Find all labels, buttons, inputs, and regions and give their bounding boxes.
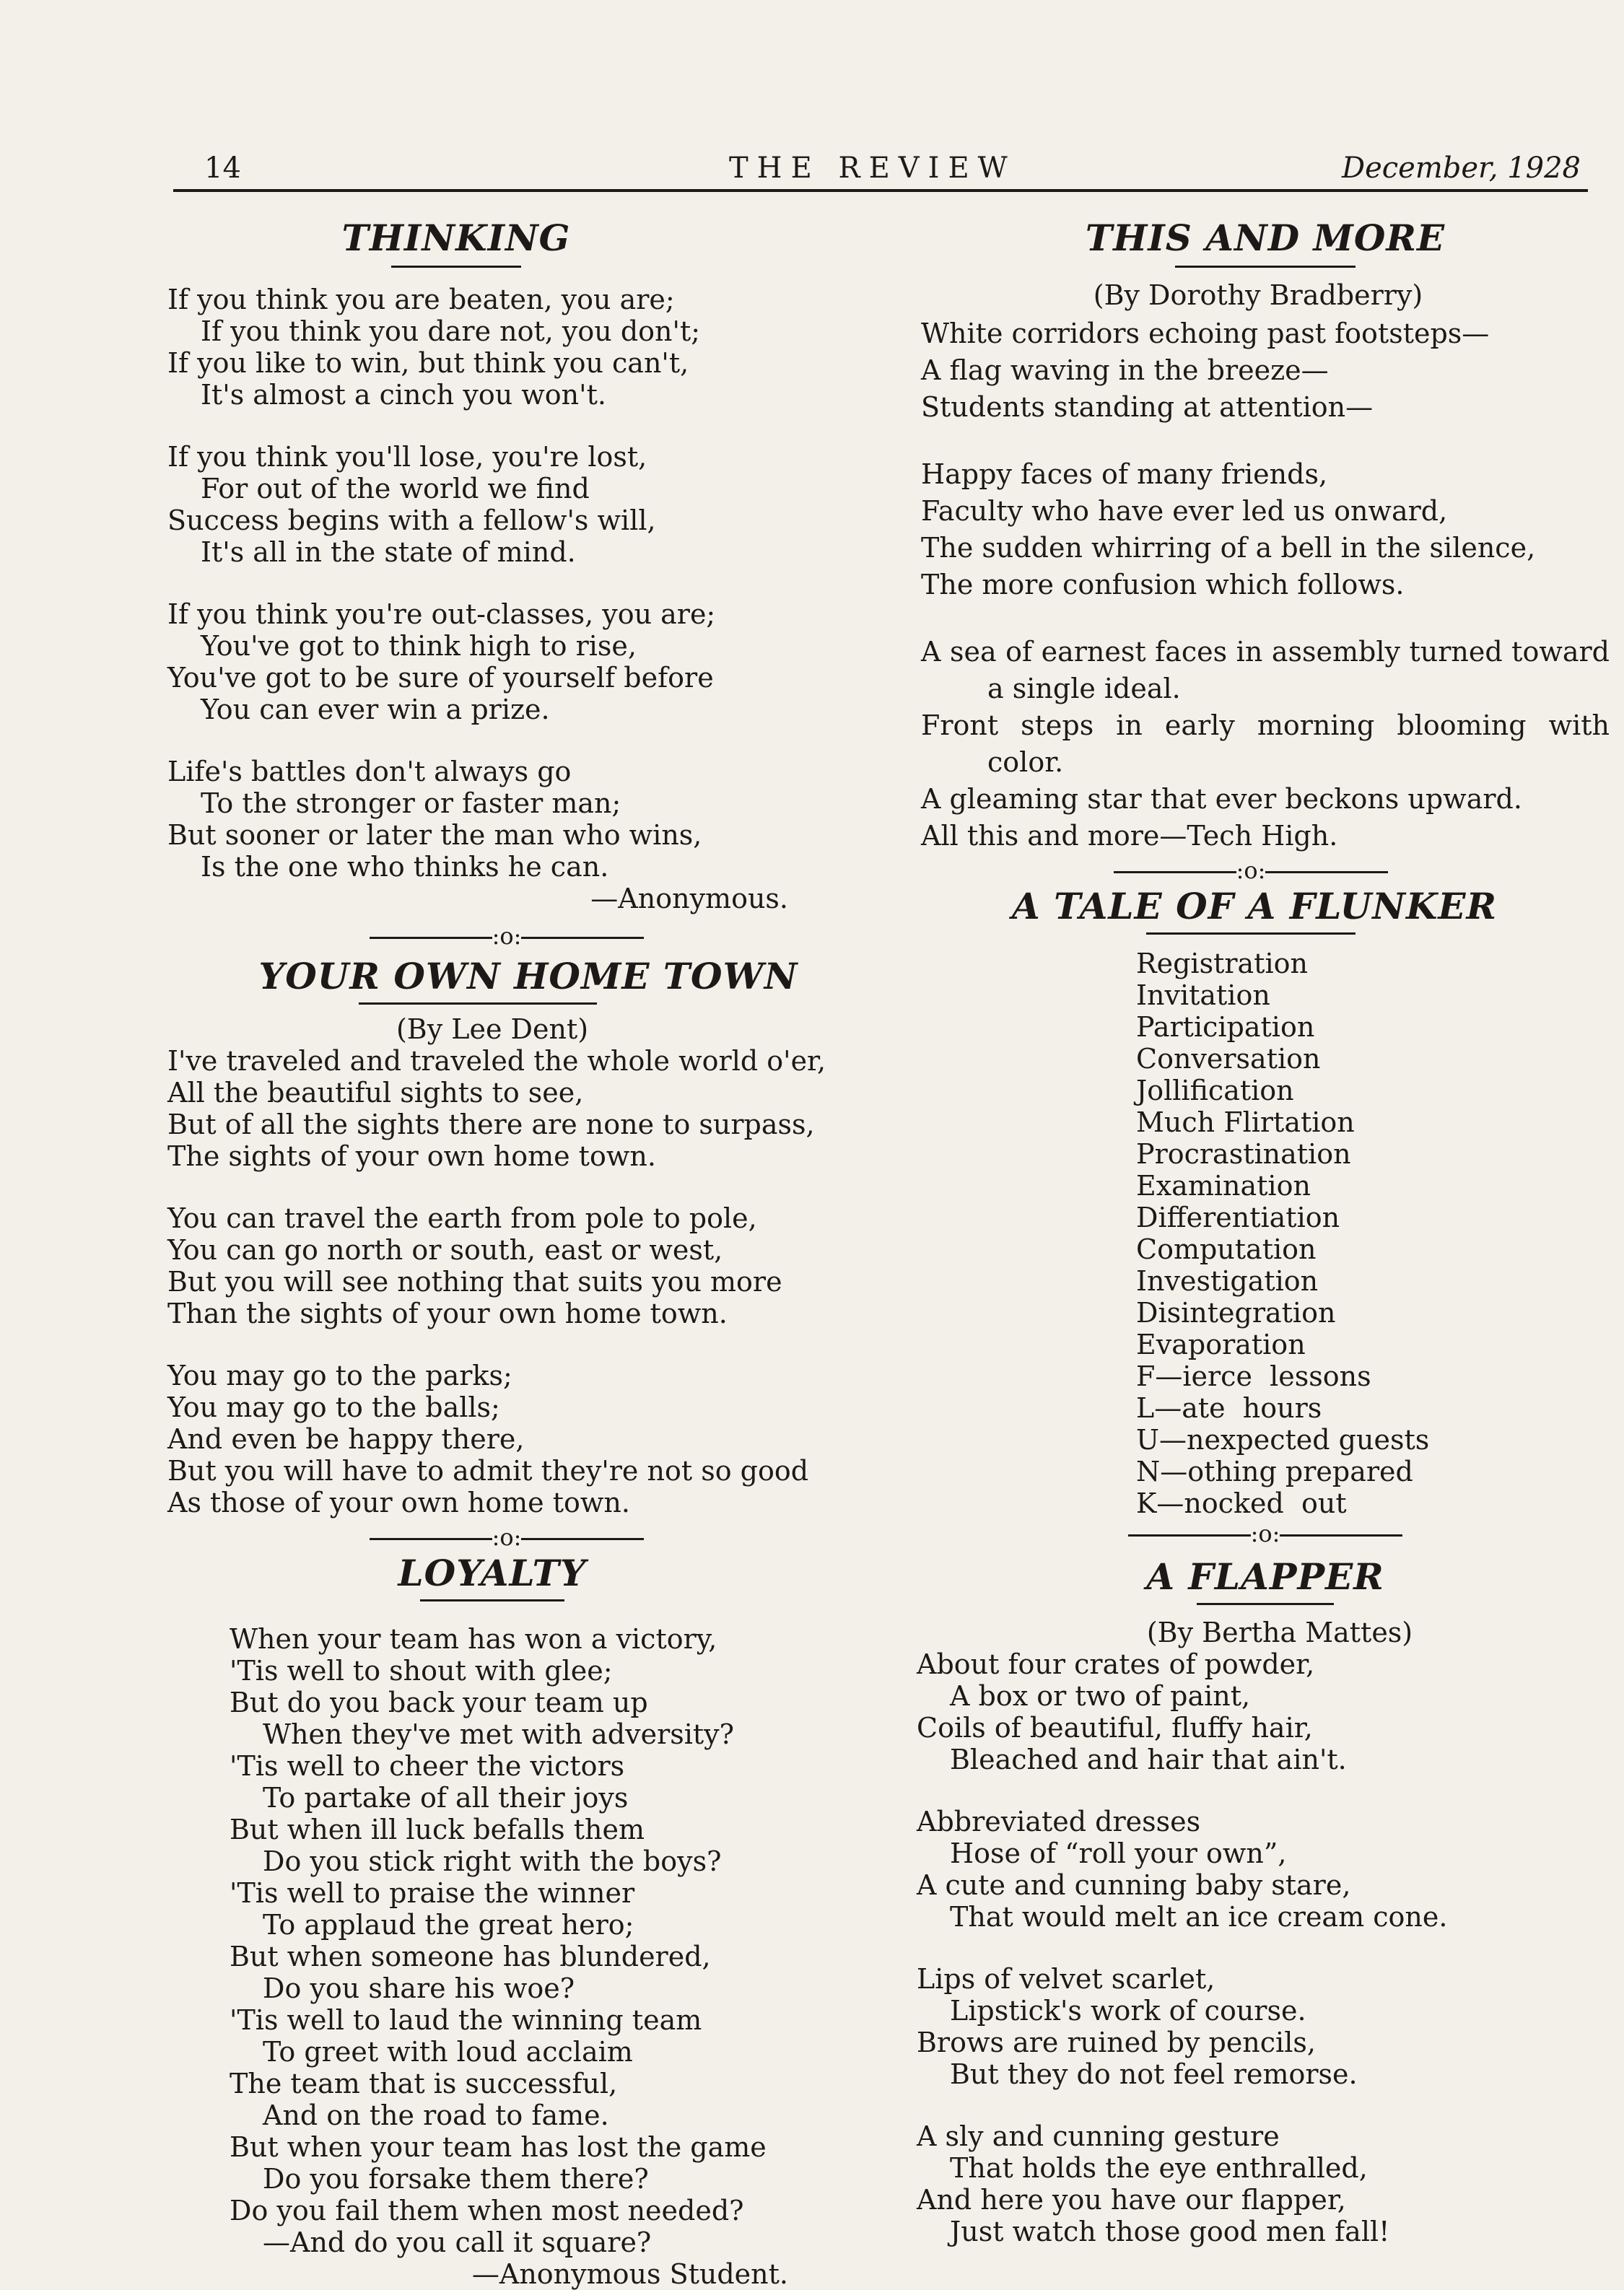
poem-byline: (By Bertha Mattes) bbox=[1146, 1617, 1413, 1648]
issue-date: December, 1928 bbox=[1342, 152, 1581, 185]
poem-line: The more confusion which follows. bbox=[921, 569, 1405, 600]
poem-line: But you will have to admit they're not so good bbox=[167, 1455, 809, 1487]
poem-line: Just watch those good men fall! bbox=[950, 2216, 1390, 2247]
poem-line: N—othing prepared bbox=[1136, 1456, 1413, 1487]
poem-line: Do you fail them when most needed? bbox=[230, 2195, 744, 2226]
poem-line: Invitation bbox=[1136, 979, 1270, 1011]
poem-title: THIS AND MORE bbox=[1085, 217, 1446, 259]
poem-line: Conversation bbox=[1136, 1043, 1321, 1075]
poem-line: Lips of velvet scarlet, bbox=[917, 1963, 1215, 1995]
stanza bbox=[917, 1648, 1610, 1775]
poem-line: The sudden whirring of a bell in the silence, bbox=[921, 532, 1536, 564]
poem-line: When they've met with adversity? bbox=[263, 1718, 734, 1750]
title-underline bbox=[391, 266, 521, 268]
poem-line: Front steps in early morning blooming with color. bbox=[921, 709, 1610, 778]
poem-line: But when ill luck befalls them bbox=[230, 1814, 645, 1845]
separator-bar bbox=[370, 937, 492, 939]
title-underline bbox=[1146, 932, 1355, 935]
poem-byline: (By Lee Dent) bbox=[396, 1013, 589, 1045]
poem-attribution: —Anonymous Student. bbox=[471, 2258, 788, 2290]
poem-line: It's almost a cinch you won't. bbox=[201, 379, 606, 411]
poem-line: Computation bbox=[1136, 1233, 1317, 1265]
separator-bar bbox=[1114, 871, 1236, 873]
stanza bbox=[917, 1963, 1610, 2090]
separator-mark: :o: bbox=[1250, 1520, 1280, 1547]
poem-line: Differentiation bbox=[1136, 1202, 1340, 1233]
separator-mark: :o: bbox=[1236, 857, 1266, 884]
poem-line: Jollification bbox=[1136, 1075, 1294, 1106]
poem-line: Is the one who thinks he can. bbox=[201, 851, 609, 883]
stanza bbox=[167, 1360, 809, 1518]
title-underline bbox=[359, 1002, 597, 1005]
stanza bbox=[167, 598, 788, 725]
poem-line: Do you stick right with the boys? bbox=[263, 1845, 722, 1877]
poem-a-flapper bbox=[917, 1555, 1610, 2247]
page-number: 14 bbox=[204, 152, 241, 185]
stanza bbox=[167, 441, 788, 568]
poem-line: Examination bbox=[1136, 1170, 1311, 1202]
poem-line: Disintegration bbox=[1136, 1297, 1336, 1329]
poem-line: It's all in the state of mind. bbox=[201, 536, 576, 568]
flunker-lines bbox=[921, 948, 1610, 1519]
stanza bbox=[167, 756, 788, 883]
poem-line: But when your team has lost the game bbox=[230, 2131, 767, 2163]
poem-line: If you think you'll lose, you're lost, bbox=[167, 441, 647, 473]
poem-line: But do you back your team up bbox=[230, 1687, 648, 1718]
poem-line: For out of the world we find bbox=[201, 473, 590, 504]
separator-bar bbox=[1128, 1534, 1251, 1537]
poem-line: 'Tis well to shout with glee; bbox=[230, 1655, 613, 1687]
poem-line: Abbreviated dresses bbox=[917, 1806, 1201, 1837]
poem-line: You may go to the parks; bbox=[167, 1360, 512, 1391]
poem-line: Do you share his woe? bbox=[263, 1972, 575, 2004]
poem-line: Success begins with a fellow's will, bbox=[167, 504, 656, 536]
poem-line: A cute and cunning baby stare, bbox=[917, 1869, 1351, 1901]
poem-your-own-home-town bbox=[167, 955, 826, 1518]
poem-line: A gleaming star that ever beckons upward. bbox=[921, 783, 1522, 815]
loyalty-lines bbox=[167, 1623, 788, 2290]
poem-line: Hose of “roll your own”, bbox=[950, 1837, 1287, 1869]
right-column bbox=[917, 217, 1610, 2247]
stanza bbox=[917, 1806, 1610, 1933]
poem-line: If you like to win, but think you can't, bbox=[167, 347, 689, 379]
poem-line: Students standing at attention— bbox=[921, 391, 1374, 423]
section-separator bbox=[196, 922, 817, 950]
poem-line: Than the sights of your own home town. bbox=[167, 1298, 728, 1329]
separator-bar bbox=[370, 1538, 492, 1540]
separator-bar bbox=[521, 1538, 644, 1540]
poem-line: I've traveled and traveled the whole world o'er, bbox=[167, 1045, 826, 1077]
poem-line: A sea of earnest faces in assembly turned toward a single ideal. bbox=[921, 636, 1610, 704]
poem-line: If you think you are beaten, you are; bbox=[167, 284, 675, 315]
poem-line: Brows are ruined by pencils, bbox=[917, 2027, 1316, 2058]
poem-line: 'Tis well to cheer the victors bbox=[230, 1750, 625, 1782]
poem-loyalty bbox=[167, 1552, 788, 2290]
poem-line: Participation bbox=[1136, 1011, 1315, 1043]
poem-line: 'Tis well to laud the winning team bbox=[230, 2004, 702, 2036]
poem-line: But of all the sights there are none to surpass, bbox=[167, 1109, 815, 1140]
stanza bbox=[921, 456, 1610, 603]
poem-attribution: —Anonymous. bbox=[590, 883, 788, 914]
publication-title: THE REVIEW bbox=[729, 152, 1016, 185]
poem-line: Faculty who have ever led us onward, bbox=[921, 495, 1448, 527]
poem-line: F—ierce lessons bbox=[1136, 1360, 1371, 1392]
poem-line: And even be happy there, bbox=[167, 1423, 525, 1455]
separator-bar bbox=[521, 937, 644, 939]
poem-line: If you think you dare not, you don't; bbox=[201, 315, 701, 347]
poem-line: But when someone has blundered, bbox=[230, 1941, 711, 1972]
poem-line: Bleached and hair that ain't. bbox=[950, 1744, 1347, 1775]
poem-title: THINKING bbox=[341, 217, 571, 259]
poem-line: The sights of your own home town. bbox=[167, 1140, 656, 1172]
poem-title: A TALE OF A FLUNKER bbox=[1011, 885, 1498, 927]
poem-line: And on the road to fame. bbox=[263, 2099, 609, 2131]
title-underline bbox=[420, 1599, 564, 1601]
stanza bbox=[921, 634, 1610, 855]
poem-line: But they do not feel remorse. bbox=[950, 2058, 1358, 2090]
poem-line: As those of your own home town. bbox=[167, 1487, 630, 1518]
poem-line: Happy faces of many friends, bbox=[921, 458, 1328, 490]
poem-line: You've got to think high to rise, bbox=[201, 630, 637, 662]
poem-thinking bbox=[167, 217, 788, 914]
poem-line: If you think you're out-classes, you are; bbox=[167, 598, 716, 630]
poem-line: Coils of beautiful, fluffy hair, bbox=[917, 1712, 1313, 1744]
poem-line: Evaporation bbox=[1136, 1329, 1306, 1360]
poem-line: Investigation bbox=[1136, 1265, 1319, 1297]
poem-line: White corridors echoing past footsteps— bbox=[921, 318, 1490, 349]
poem-line: Much Flirtation bbox=[1136, 1106, 1355, 1138]
poem-line: You've got to be sure of yourself before bbox=[167, 662, 714, 694]
poem-line: To applaud the great hero; bbox=[263, 1909, 634, 1941]
header-rule bbox=[173, 189, 1588, 192]
poem-title: A FLAPPER bbox=[1146, 1555, 1384, 1598]
poem-line: The team that is successful, bbox=[230, 2068, 618, 2099]
poem-line: Procrastination bbox=[1136, 1138, 1351, 1170]
poem-line: But you will see nothing that suits you more bbox=[167, 1266, 782, 1298]
poem-line: That holds the eye enthralled, bbox=[950, 2152, 1368, 2184]
poem-line: That would melt an ice cream cone. bbox=[950, 1901, 1448, 1933]
poem-line: When your team has won a victory, bbox=[230, 1623, 717, 1655]
poem-line: —And do you call it square? bbox=[263, 2226, 652, 2258]
poem-line: Lipstick's work of course. bbox=[950, 1995, 1306, 2027]
poem-line: But sooner or later the man who wins, bbox=[167, 819, 702, 851]
separator-bar bbox=[1265, 871, 1388, 873]
left-column bbox=[167, 217, 826, 2290]
separator-mark: :o: bbox=[492, 922, 522, 950]
poem-line: A sly and cunning gesture bbox=[917, 2120, 1280, 2152]
stanza bbox=[921, 315, 1610, 426]
poem-line: 'Tis well to praise the winner bbox=[230, 1877, 635, 1909]
poem-this-and-more bbox=[921, 217, 1610, 855]
separator-mark: :o: bbox=[492, 1524, 522, 1551]
poem-line: You can ever win a prize. bbox=[201, 694, 550, 725]
poem-tale-of-a-flunker bbox=[921, 885, 1610, 1519]
section-separator bbox=[196, 1523, 817, 1552]
separator-bar bbox=[1280, 1534, 1402, 1537]
poem-line: To partake of all their joys bbox=[263, 1782, 629, 1814]
poem-line: You may go to the balls; bbox=[167, 1391, 500, 1423]
poem-line: Registration bbox=[1136, 948, 1308, 979]
poem-line: U—nexpected guests bbox=[1136, 1424, 1430, 1456]
poem-title: YOUR OWN HOME TOWN bbox=[258, 955, 798, 997]
poem-line: All the beautiful sights to see, bbox=[167, 1077, 584, 1109]
poem-line: L—ate hours bbox=[1136, 1392, 1322, 1424]
poem-byline: (By Dorothy Bradberry) bbox=[1093, 279, 1423, 311]
poem-title: LOYALTY bbox=[398, 1552, 587, 1594]
poem-line: A flag waving in the breeze— bbox=[921, 354, 1329, 386]
stanza bbox=[167, 284, 788, 411]
poem-line: Life's battles don't always go bbox=[167, 756, 572, 787]
poem-line: About four crates of powder, bbox=[917, 1648, 1315, 1680]
poem-line: A box or two of paint, bbox=[950, 1680, 1251, 1712]
poem-line: You can go north or south, east or west, bbox=[167, 1234, 723, 1266]
title-underline bbox=[1197, 1603, 1334, 1605]
poem-line: Do you forsake them there? bbox=[263, 2163, 649, 2195]
poem-line: K—nocked out bbox=[1136, 1487, 1347, 1519]
poem-line: To the stronger or faster man; bbox=[201, 787, 621, 819]
poem-line: All this and more—Tech High. bbox=[921, 820, 1338, 852]
poem-line: And here you have our flapper, bbox=[917, 2184, 1346, 2216]
section-separator bbox=[921, 1519, 1610, 1548]
stanza bbox=[167, 1202, 788, 1329]
poem-line: To greet with loud acclaim bbox=[263, 2036, 633, 2068]
section-separator bbox=[907, 856, 1595, 885]
stanza bbox=[917, 2120, 1610, 2247]
title-underline bbox=[1175, 266, 1355, 268]
stanza bbox=[167, 1045, 826, 1172]
flapper-lines bbox=[917, 1648, 1610, 2247]
poem-line: You can travel the earth from pole to pole, bbox=[167, 1202, 757, 1234]
